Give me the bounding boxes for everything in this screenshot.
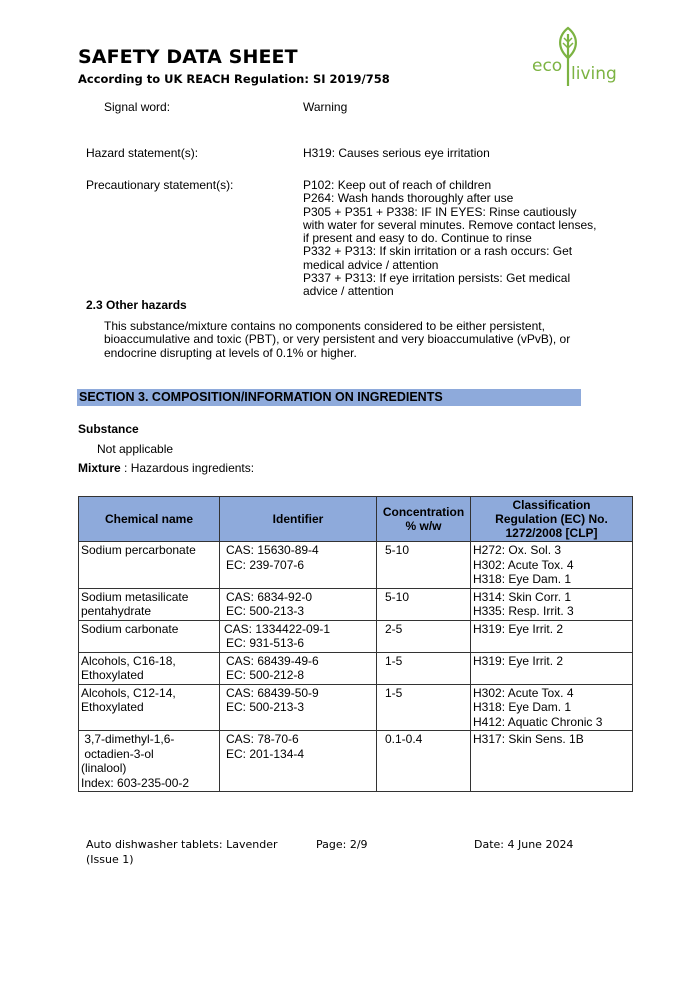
other-hazards-text [104,320,584,360]
footer-date: Date: 4 June 2024 [474,838,574,851]
table-row [79,588,633,620]
precaution-line: with water for several minutes. Remove contact lenses, [303,217,597,232]
chemical-name-cell: Alcohols, C16-18, Ethoxylated [79,652,220,684]
identifier-cell: CAS: 1334422-09-1 EC: 931-513-6 [220,620,377,652]
column-header-identifier: Identifier [220,497,377,542]
chemical-name-cell: 3,7-dimethyl-1,6- octadien-3-ol (linalool) Index: 603-235-00-2 [79,731,220,792]
chemical-name-cell: Alcohols, C12-14, Ethoxylated [79,684,220,731]
mixture-label: Mixture [78,461,121,475]
signal-word-label: Signal word: [104,100,171,114]
table-row [79,542,633,589]
classification-cell: H319: Eye Irrit. 2 [471,652,633,684]
document-title: SAFETY DATA SHEET [78,46,298,68]
precaution-line: medical advice / attention [303,257,439,272]
identifier-cell: CAS: 68439-50-9 EC: 500-213-3 [220,684,377,731]
concentration-cell: 0.1-0.4 [377,731,471,792]
logo-text-living: living [571,64,617,84]
footer-page-number: Page: 2/9 [316,838,368,851]
classification-cell: H302: Acute Tox. 4 H318: Eye Dam. 1 H412: Aquatic Chronic 3 [471,684,633,731]
hazard-statement-value: H319: Causes serious eye irritation [303,146,490,160]
substance-label: Substance [78,422,139,436]
classification-cell: H314: Skin Corr. 1 H335: Resp. Irrit. 3 [471,588,633,620]
concentration-cell: 2-5 [377,620,471,652]
table-row [79,684,633,731]
classification-cell: H272: Ox. Sol. 3 H302: Acute Tox. 4 H318: Eye Dam. 1 [471,542,633,589]
table-row [79,652,633,684]
section-3-heading-bar [77,389,581,406]
mixture-line [78,462,254,475]
precautionary-statement-label: Precautionary statement(s): [86,178,234,192]
substance-value: Not applicable [97,442,174,456]
chemical-name-cell: Sodium carbonate [79,620,220,652]
precaution-line: P305 + P351 + P338: IF IN EYES: Rinse cautiously [303,204,577,219]
logo-text-eco: eco [532,56,563,76]
hazardous-ingredients-table [78,496,633,792]
precaution-line: advice / attention [303,284,394,299]
concentration-cell: 5-10 [377,588,471,620]
precautionary-statements [303,179,603,299]
classification-cell: H317: Skin Sens. 1B [471,731,633,792]
signal-word-value: Warning [303,100,348,114]
column-header-concentration: Concentration % w/w [377,497,471,542]
identifier-cell: CAS: 68439-49-6 EC: 500-212-8 [220,652,377,684]
table-row [79,731,633,792]
document-subtitle: According to UK REACH Regulation: SI 2019/758 [78,72,390,86]
footer-issue: (Issue 1) [86,853,134,866]
identifier-cell: CAS: 6834-92-0 EC: 500-213-3 [220,588,377,620]
other-hazards-line: This substance/mixture contains no components considered to be either persistent, [104,319,545,333]
column-header-classification: Classification Regulation (EC) No. 1272/2008 [CLP] [471,497,633,542]
concentration-cell: 1-5 [377,652,471,684]
identifier-cell: CAS: 78-70-6 EC: 201-134-4 [220,731,377,792]
ecoliving-logo [528,24,620,90]
chemical-name-cell: Sodium percarbonate [79,542,220,589]
precaution-line: P337 + P313: If eye irritation persists: Get medical [303,271,571,286]
mixture-value: : Hazardous ingredients: [120,461,255,475]
other-hazards-line: endocrine disrupting at levels of 0.1% or higher. [104,345,357,360]
precaution-line: P102: Keep out of reach of children [303,178,492,192]
concentration-cell: 5-10 [377,542,471,589]
concentration-cell: 1-5 [377,684,471,731]
section-3-heading: SECTION 3. COMPOSITION/INFORMATION ON INGREDIENTS [79,390,443,404]
identifier-cell: CAS: 15630-89-4 EC: 239-707-6 [220,542,377,589]
hazard-statement-label: Hazard statement(s): [86,146,199,160]
classification-cell: H319: Eye Irrit. 2 [471,620,633,652]
other-hazards-heading: 2.3 Other hazards [86,298,187,312]
other-hazards-line: bioaccumulative and toxic (PBT), or very persistent and very bioaccumulative (vPvB), or [104,332,571,347]
precaution-line: if present and easy to do. Continue to rinse [303,231,532,246]
footer-product-name: Auto dishwasher tablets: Lavender [86,838,278,851]
chemical-name-cell: Sodium metasilicate pentahydrate [79,588,220,620]
column-header-chemical-name: Chemical name [79,497,220,542]
table-row [79,620,633,652]
precaution-line: P332 + P313: If skin irritation or a rash occurs: Get [303,244,573,259]
precaution-line: P264: Wash hands thoroughly after use [303,191,514,206]
table-header-row [79,497,633,542]
